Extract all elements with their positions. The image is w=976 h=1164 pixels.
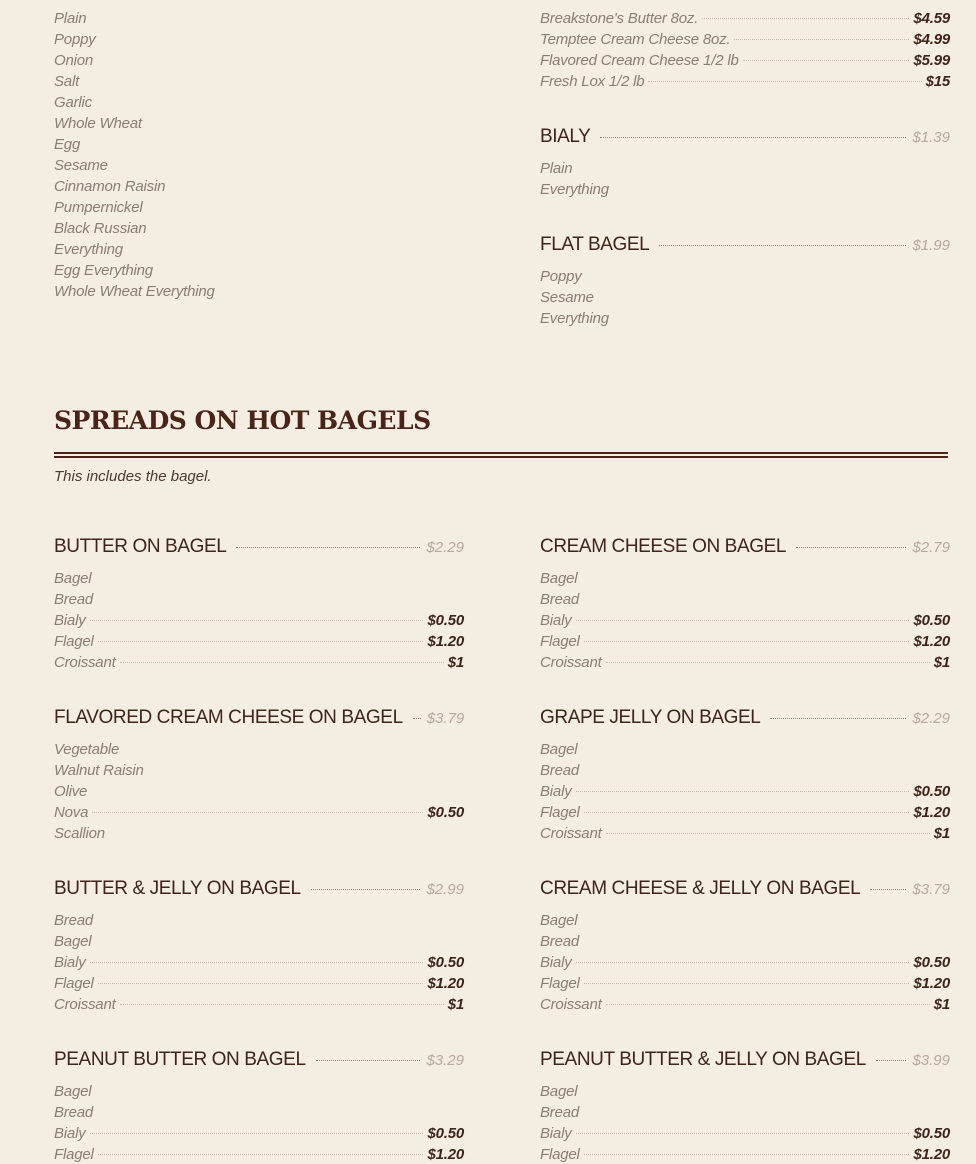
menu-item-price: $1.39: [912, 129, 950, 146]
menu-item-title: CREAM CHEESE ON BAGEL: [540, 536, 787, 557]
option-name: Bagel: [54, 933, 92, 950]
list-item: [540, 931, 950, 952]
dot-leader: [796, 547, 906, 548]
dot-leader: [98, 641, 424, 642]
list-item: [540, 308, 950, 329]
list-item: [54, 823, 464, 844]
option-name: Egg Everything: [54, 262, 153, 279]
option-name: Bread: [54, 591, 94, 608]
extras-list: [540, 8, 950, 92]
dot-leader: [584, 1154, 910, 1155]
dot-leader: [90, 1133, 424, 1134]
dot-leader: [120, 1004, 444, 1005]
list-item: [54, 1081, 464, 1102]
option-price: $1: [933, 654, 950, 671]
option-price: $0.50: [913, 612, 950, 629]
option-name: Egg: [54, 136, 81, 153]
list-item: [54, 781, 464, 802]
list-item: [540, 568, 950, 589]
list-item: [54, 134, 464, 155]
option-price: $0.50: [427, 954, 464, 971]
dot-leader: [606, 662, 930, 663]
option-name: Bread: [54, 1104, 94, 1121]
option-name: Temptee Cream Cheese 8oz.: [540, 31, 731, 48]
list-item: [540, 952, 950, 973]
menu-item-header: [54, 703, 464, 733]
list-item: [54, 260, 464, 281]
option-price: $1.20: [913, 975, 950, 992]
option-name: Walnut Raisin: [54, 762, 144, 779]
menu-item-price: $3.79: [912, 881, 950, 898]
option-price: $0.50: [913, 783, 950, 800]
list-item: [54, 631, 464, 652]
option-name: Breakstone's Butter 8oz.: [540, 10, 699, 27]
menu-item-header: [540, 874, 950, 904]
option-name: Bialy: [54, 1125, 86, 1142]
menu-item-title: BIALY: [540, 126, 591, 147]
option-name: Flagel: [54, 633, 94, 650]
dot-leader: [606, 1004, 930, 1005]
option-name: Croissant: [54, 654, 116, 671]
menu-item-price: $2.99: [426, 881, 464, 898]
option-price: $1: [933, 996, 950, 1013]
list-item: [540, 994, 950, 1015]
option-name: Flagel: [54, 1146, 94, 1163]
option-name: Bialy: [54, 612, 86, 629]
list-item: [540, 8, 950, 29]
list-item: [54, 652, 464, 673]
option-name: Bread: [54, 912, 94, 929]
menu-item-header: [540, 1045, 950, 1075]
option-name: Salt: [54, 73, 80, 90]
option-name: Flagel: [540, 975, 580, 992]
menu-item-flavored-cream-cheese-on-bagel: [54, 703, 464, 844]
dot-leader: [98, 1154, 424, 1155]
option-name: Flagel: [54, 975, 94, 992]
menu-item-header: [540, 122, 950, 152]
list-item: [540, 50, 950, 71]
menu-item-title: PEANUT BUTTER ON BAGEL: [54, 1049, 306, 1070]
list-item: [540, 287, 950, 308]
list-item: [54, 71, 464, 92]
option-name: Flagel: [540, 1146, 580, 1163]
dot-leader: [316, 1060, 421, 1061]
list-item: [540, 652, 950, 673]
list-item: [54, 239, 464, 260]
list-item: [54, 50, 464, 71]
option-name: Olive: [54, 783, 88, 800]
dot-leader: [90, 962, 424, 963]
option-name: Croissant: [540, 654, 602, 671]
menu-item-header: [540, 703, 950, 733]
dot-leader: [600, 137, 906, 138]
menu-item-cream-cheese-on-bagel: [540, 532, 950, 673]
dot-leader: [659, 245, 906, 246]
list-item: [540, 1102, 950, 1123]
menu-item-price: $3.79: [426, 710, 465, 727]
option-name: Fresh Lox 1/2 lb: [540, 73, 645, 90]
dot-leader: [648, 81, 921, 82]
menu-item-price: $3.99: [912, 1052, 950, 1069]
option-price: $1.20: [427, 1146, 464, 1163]
list-item: [54, 218, 464, 239]
list-item: [54, 1102, 464, 1123]
list-item: [540, 739, 950, 760]
option-name: Flavored Cream Cheese 1/2 lb: [540, 52, 739, 69]
menu-item-title: GRAPE JELLY ON BAGEL: [540, 707, 761, 728]
list-item: [54, 155, 464, 176]
option-name: Bagel: [540, 570, 578, 587]
option-price: $4.59: [913, 10, 950, 27]
option-price: $0.50: [427, 804, 464, 821]
list-item: [540, 71, 950, 92]
list-item: [540, 266, 950, 287]
list-item: [54, 176, 464, 197]
list-item: [54, 952, 464, 973]
option-name: Bagel: [540, 1083, 578, 1100]
list-item: [540, 179, 950, 200]
menu-item-header: [540, 230, 950, 260]
option-price: $15: [925, 73, 950, 90]
list-item: [54, 1144, 464, 1164]
option-name: Bagel: [54, 1083, 92, 1100]
list-item: [54, 994, 464, 1015]
menu-item-grape-jelly-on-bagel: [540, 703, 950, 844]
menu-item-title: FLAVORED CREAM CHEESE ON BAGEL: [54, 707, 403, 728]
menu-item-header: [540, 532, 950, 562]
option-name: Nova: [54, 804, 89, 821]
list-item: [54, 739, 464, 760]
list-item: [540, 589, 950, 610]
dot-leader: [584, 641, 910, 642]
option-name: Plain: [54, 10, 87, 27]
option-name: Bread: [540, 591, 580, 608]
option-name: Whole Wheat Everything: [54, 283, 215, 300]
menu-item-title: PEANUT BUTTER & JELLY ON BAGEL: [540, 1049, 866, 1070]
option-price: $0.50: [427, 612, 464, 629]
list-item: [54, 8, 464, 29]
option-name: Everything: [54, 241, 123, 258]
menu-item-title: BUTTER & JELLY ON BAGEL: [54, 878, 301, 899]
dot-leader: [311, 889, 421, 890]
list-item: [54, 281, 464, 302]
menu-item-cream-cheese-and-jelly-on-bagel: [540, 874, 950, 1015]
list-item: [54, 589, 464, 610]
option-name: Scallion: [54, 825, 105, 842]
dot-leader: [743, 60, 910, 61]
dot-leader: [876, 1060, 907, 1061]
menu-item-title: BUTTER ON BAGEL: [54, 536, 227, 557]
menu-item-bialy: [540, 122, 950, 200]
list-item: [54, 29, 464, 50]
option-name: Plain: [540, 160, 573, 177]
dot-leader: [98, 983, 424, 984]
option-name: Bagel: [54, 570, 92, 587]
dot-leader: [90, 620, 424, 621]
dot-leader: [870, 889, 906, 890]
list-item: [540, 823, 950, 844]
dot-leader: [702, 18, 909, 19]
option-name: Bread: [540, 762, 580, 779]
menu-item-price: $1.99: [912, 237, 950, 254]
list-item: [540, 631, 950, 652]
option-name: Bread: [540, 933, 580, 950]
option-price: $1.20: [913, 633, 950, 650]
menu-item-price: $2.29: [912, 710, 950, 727]
option-price: $1.20: [427, 633, 464, 650]
list-item: [54, 197, 464, 218]
option-name: Everything: [540, 181, 609, 198]
list-item: [54, 92, 464, 113]
dot-leader: [584, 812, 910, 813]
option-name: Poppy: [54, 31, 96, 48]
list-item: [54, 760, 464, 781]
list-item: [540, 610, 950, 631]
option-name: Onion: [54, 52, 94, 69]
menu-item-peanut-butter-and-jelly-on-bagel: [540, 1045, 950, 1164]
dot-leader: [606, 833, 930, 834]
menu-item-price: $2.29: [426, 539, 464, 556]
option-price: $1: [447, 996, 464, 1013]
option-name: Bialy: [540, 783, 572, 800]
option-price: $4.99: [913, 31, 950, 48]
option-name: Bialy: [540, 954, 572, 971]
dot-leader: [576, 791, 910, 792]
menu-item-butter-and-jelly-on-bagel: [54, 874, 464, 1015]
option-name: Bagel: [540, 741, 578, 758]
dot-leader: [770, 718, 906, 719]
list-item: [54, 610, 464, 631]
list-item: [54, 1123, 464, 1144]
option-price: $1.20: [913, 1146, 950, 1163]
dot-leader: [120, 662, 444, 663]
dot-leader: [734, 39, 909, 40]
list-item: [54, 113, 464, 134]
list-item: [540, 910, 950, 931]
list-item: [540, 1123, 950, 1144]
list-item: [540, 1144, 950, 1164]
menu-item-butter-on-bagel: [54, 532, 464, 673]
list-item: [540, 802, 950, 823]
option-name: Pumpernickel: [54, 199, 143, 216]
option-name: Vegetable: [54, 741, 120, 758]
option-name: Cinnamon Raisin: [54, 178, 166, 195]
dot-leader: [576, 962, 910, 963]
dot-leader: [413, 718, 421, 719]
option-name: Bialy: [540, 612, 572, 629]
menu-item-title: FLAT BAGEL: [540, 234, 650, 255]
option-name: Flagel: [540, 633, 580, 650]
dot-leader: [584, 983, 910, 984]
option-name: Whole Wheat: [54, 115, 142, 132]
list-item: [540, 760, 950, 781]
menu-item-title: CREAM CHEESE & JELLY ON BAGEL: [540, 878, 861, 899]
section-heading: SPREADS ON HOT BAGELS: [54, 406, 431, 435]
menu-item-header: [54, 1045, 464, 1075]
option-price: $5.99: [913, 52, 950, 69]
option-name: Everything: [540, 310, 609, 327]
list-item: [540, 158, 950, 179]
dot-leader: [92, 812, 423, 813]
option-price: $1.20: [913, 804, 950, 821]
option-price: $0.50: [913, 954, 950, 971]
option-price: $0.50: [427, 1125, 464, 1142]
menu-item-peanut-butter-on-bagel: [54, 1045, 464, 1164]
option-name: Black Russian: [54, 220, 147, 237]
list-item: [540, 973, 950, 994]
list-item: [540, 29, 950, 50]
list-item: [54, 973, 464, 994]
list-item: [54, 931, 464, 952]
bagel-flavor-list: [54, 8, 464, 302]
menu-item-header: [54, 874, 464, 904]
option-price: $1.20: [427, 975, 464, 992]
option-name: Croissant: [54, 996, 116, 1013]
option-price: $1: [447, 654, 464, 671]
option-name: Poppy: [540, 268, 582, 285]
section-divider: [54, 452, 948, 458]
option-name: Bagel: [540, 912, 578, 929]
list-item: [54, 568, 464, 589]
list-item: [54, 910, 464, 931]
option-name: Sesame: [54, 157, 108, 174]
option-name: Croissant: [540, 825, 602, 842]
dot-leader: [236, 547, 420, 548]
list-item: [540, 1081, 950, 1102]
list-item: [54, 802, 464, 823]
option-name: Bialy: [540, 1125, 572, 1142]
option-name: Bread: [540, 1104, 580, 1121]
menu-item-price: $3.29: [426, 1052, 464, 1069]
option-name: Bialy: [54, 954, 86, 971]
option-name: Croissant: [540, 996, 602, 1013]
option-name: Flagel: [540, 804, 580, 821]
option-price: $0.50: [913, 1125, 950, 1142]
section-note: This includes the bagel.: [54, 468, 212, 485]
menu-item-price: $2.79: [912, 539, 950, 556]
menu-item-flat-bagel: [540, 230, 950, 329]
option-price: $1: [933, 825, 950, 842]
option-name: Garlic: [54, 94, 92, 111]
dot-leader: [576, 620, 910, 621]
dot-leader: [576, 1133, 910, 1134]
option-name: Sesame: [540, 289, 594, 306]
list-item: [540, 781, 950, 802]
menu-item-header: [54, 532, 464, 562]
